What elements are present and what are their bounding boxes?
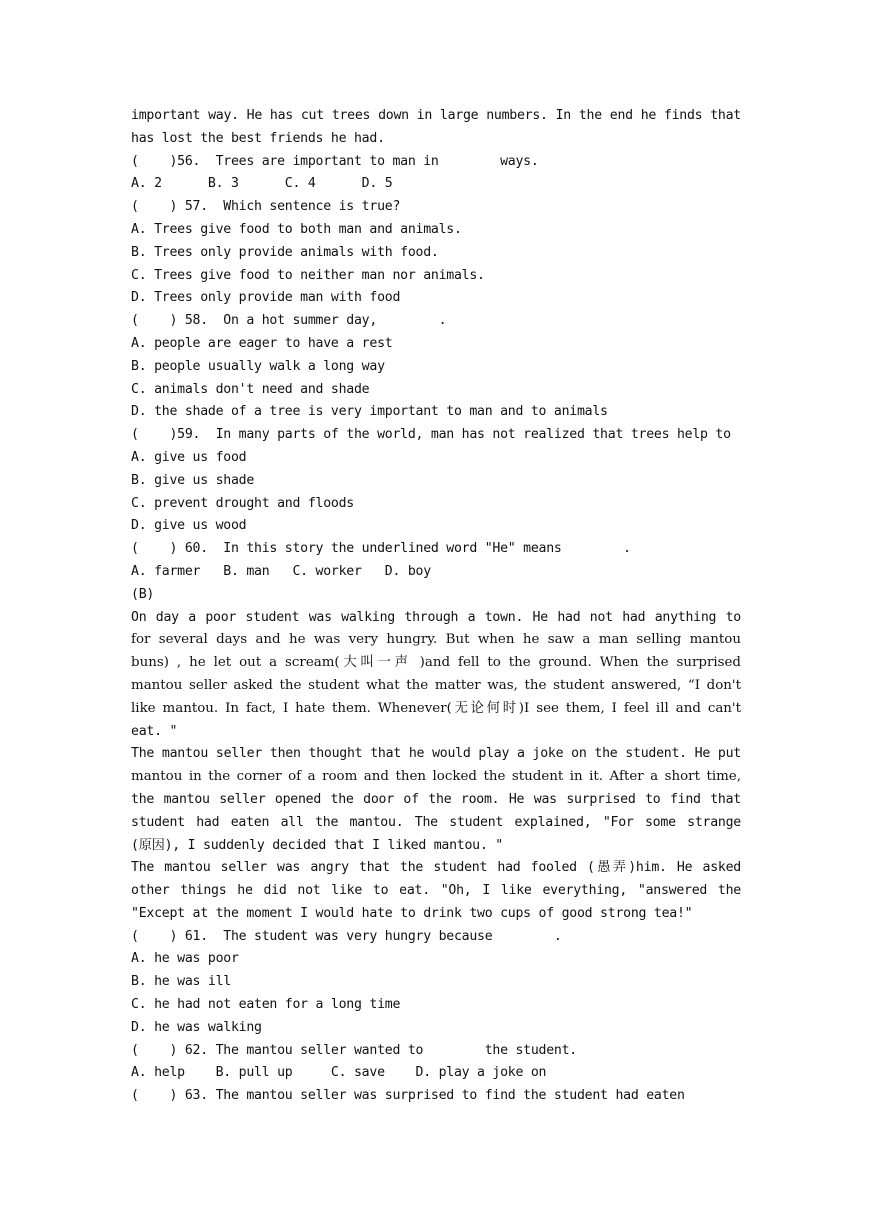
passage-b-line-5: like mantou. In fact, I hate them. Whenever(无论何时)I see them, I feel ill and can't [131,700,741,716]
question-58: ( ) 58. On a hot summer day, . [131,313,447,329]
passage-b-line-14: "Except at the moment I would hate to drink two cups of good strong tea!" [131,905,693,921]
question-59-option-d: D. give us wood [131,518,247,534]
passage-b-line-8: mantou in the corner of a room and then locked the student in it. After a short time, [131,769,741,785]
passage-b-line-1: On day a poor student was walking through a town. He had not had anything to [131,609,741,625]
document-page [131,105,741,1108]
passage-b-line-7: The mantou seller then thought that he would play a joke on the student. He put [131,746,741,762]
passage-b-line-10: student had eaten all the mantou. The student explained, "For some strange [131,814,741,830]
question-61-option-a: A. he was poor [131,951,239,967]
question-61-option-c: C. he had not eaten for a long time [131,997,401,1013]
question-58-option-a: A. people are eager to have a rest [131,335,393,351]
passage-b-line-9: the mantou seller opened the door of the room. He was surprised to find that [131,791,741,807]
question-57-option-a: A. Trees give food to both man and animals. [131,221,462,237]
question-60-options: A. farmer B. man C. worker D. boy [131,563,431,579]
question-57-option-c: C. Trees give food to neither man nor animals. [131,267,485,283]
question-57-option-d: D. Trees only provide man with food [131,290,401,306]
question-58-option-d: D. the shade of a tree is very important to man and to animals [131,404,608,420]
question-56-options: A. 2 B. 3 C. 4 D. 5 [131,176,393,192]
passage-b-line-3: buns) , he let out a scream(大叫一声 )and fell to the ground. When the surprised [131,655,741,671]
passage-a-ending-line-2: has lost the best friends he had. [131,130,385,146]
passage-b-line-11: (原因), I suddenly decided that I liked mantou. " [131,837,503,853]
question-58-option-c: C. animals don't need and shade [131,381,370,397]
question-57: ( ) 57. Which sentence is true? [131,199,401,215]
passage-b-line-4: mantou seller asked the student what the matter was, the student answered, “I don't [131,677,741,693]
question-59-option-c: C. prevent drought and floods [131,495,354,511]
question-56: ( )56. Trees are important to man in ways. [131,153,539,169]
passage-b-line-12: The mantou seller was angry that the student had fooled (愚弄)him. He asked [131,860,741,876]
question-63: ( ) 63. The mantou seller was surprised to find the student had eaten [131,1088,685,1104]
question-61-option-d: D. he was walking [131,1019,262,1035]
passage-b-line-13: other things he did not like to eat. "Oh, I like everything, "answered the [131,883,741,899]
question-61-option-b: B. he was ill [131,974,231,990]
question-59: ( )59. In many parts of the world, man has not realized that trees help to [131,427,731,443]
question-58-option-b: B. people usually walk a long way [131,358,385,374]
question-62-options: A. help B. pull up C. save D. play a joke on [131,1065,547,1081]
question-59-option-b: B. give us shade [131,472,255,488]
passage-b-line-6: eat. " [131,723,178,739]
question-60: ( ) 60. In this story the underlined word "He" means . [131,541,631,557]
section-b-heading: (B) [131,586,155,602]
question-59-option-a: A. give us food [131,449,247,465]
passage-a-ending-line-1: important way. He has cut trees down in large numbers. In the end he finds that [131,108,741,123]
question-62: ( ) 62. The mantou seller wanted to the student. [131,1042,577,1058]
question-57-option-b: B. Trees only provide animals with food. [131,244,439,260]
passage-b-line-2: for several days and he was very hungry. But when he saw a man selling mantou [131,632,741,648]
question-61: ( ) 61. The student was very hungry because . [131,928,562,944]
